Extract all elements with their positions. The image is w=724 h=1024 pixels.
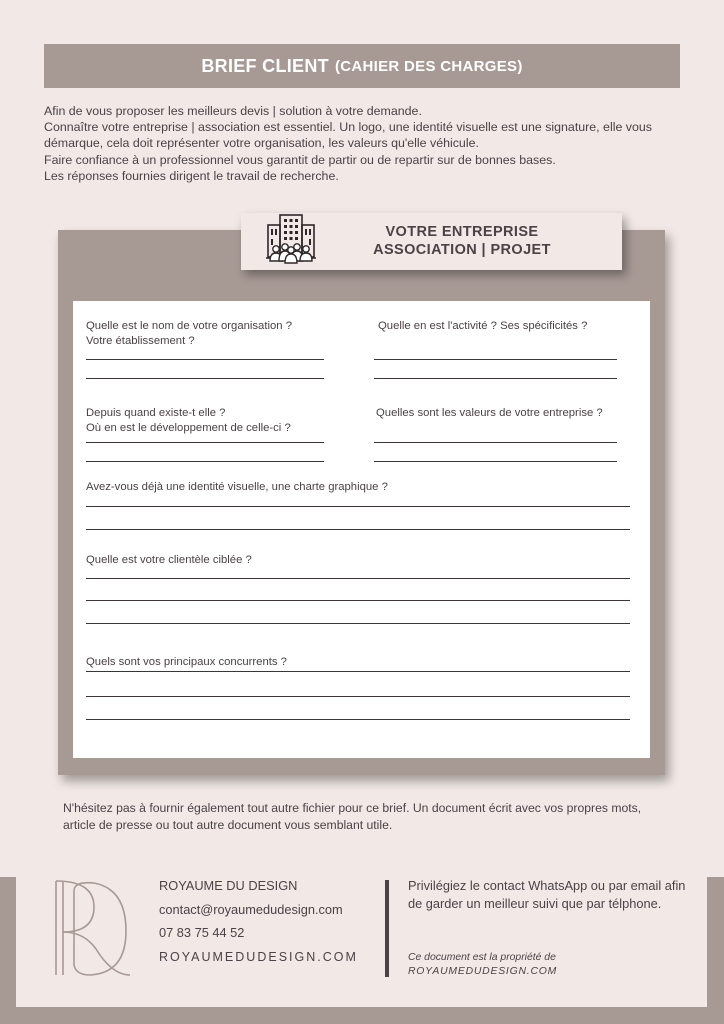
- answer-line[interactable]: [86, 578, 630, 579]
- intro-paragraph: Faire confiance à un professionnel vous garantit de partir ou de repartir sur de bonnes bases.: [44, 152, 556, 167]
- question-text: Depuis quand existe-t elle ?: [86, 407, 226, 419]
- answer-line[interactable]: [86, 529, 630, 530]
- answer-line[interactable]: [86, 378, 324, 379]
- footer-bottom-bar: [0, 1007, 724, 1024]
- answer-line[interactable]: [86, 696, 630, 697]
- intro-text: [44, 103, 694, 184]
- header-bar: [44, 44, 680, 88]
- section-title-line: ASSOCIATION | PROJET: [373, 242, 551, 258]
- property-line: Ce document est la propriété de: [408, 952, 556, 963]
- company-name: ROYAUME DU DESIGN: [159, 878, 298, 893]
- answer-line[interactable]: [86, 623, 630, 624]
- question-competitors: Quels sont vos principaux concurrents ?: [86, 656, 287, 668]
- question-text: Où en est le développement de celle-ci ?: [86, 422, 291, 434]
- question-since-when: [86, 406, 346, 436]
- contact-email[interactable]: contact@royaumedudesign.com: [159, 901, 343, 917]
- footer-left-bar: [0, 877, 16, 1017]
- intro-paragraph: Les réponses fournies dirigent le travail de recherche.: [44, 168, 339, 183]
- question-text: Votre établissement ?: [86, 335, 195, 347]
- question-text: Quelle est le nom de votre organisation ?: [86, 320, 292, 332]
- property-notice: [408, 951, 698, 979]
- answer-line[interactable]: [374, 461, 617, 462]
- intro-paragraph: Afin de vous proposer les meilleurs devis | solution à votre demande.: [44, 104, 422, 118]
- question-visual-identity: Avez-vous déjà une identité visuelle, une charte graphique ?: [86, 481, 388, 493]
- answer-line[interactable]: [86, 719, 630, 720]
- intro-paragraph: Connaître votre entreprise | association est essentiel. Un logo, une identité visuelle est une signature, elle vous démarque, cela doit représenter votre organisation, les valeurs qu'elle véhicule.: [44, 120, 652, 151]
- footer-note: N'hésitez pas à fournir également tout autre fichier pour ce brief. Un document écrit avec vos propres mots, article de presse ou tout autre document vous semblant utile.: [63, 801, 642, 832]
- answer-line[interactable]: [86, 442, 324, 443]
- question-values: Quelles sont les valeurs de votre entreprise ?: [376, 407, 603, 419]
- question-activity: Quelle en est l'activité ? Ses spécificités ?: [378, 320, 588, 332]
- footer-right-bar: [707, 877, 724, 1017]
- rd-monogram-logo: [50, 877, 134, 987]
- whatsapp-note: Privilégiez le contact WhatsApp ou par email afin de garder un meilleur suivi que par télphone.: [408, 878, 686, 911]
- answer-line[interactable]: [86, 600, 630, 601]
- questionnaire-form: [73, 301, 650, 758]
- contact-block: [159, 877, 379, 971]
- section-title-card: [241, 213, 622, 270]
- answer-line[interactable]: [86, 506, 630, 507]
- answer-line[interactable]: [374, 359, 617, 360]
- section-title-line: VOTRE ENTREPRISE: [385, 224, 539, 240]
- answer-line[interactable]: [374, 442, 617, 443]
- footer-divider: [385, 880, 389, 977]
- document-subtitle: (CAHIER DES CHARGES): [334, 57, 523, 75]
- office-building-people-icon: [265, 211, 317, 265]
- answer-line[interactable]: [86, 359, 324, 360]
- contact-website[interactable]: ROYAUMEDUDESIGN.COM: [159, 949, 358, 964]
- section-title: [364, 223, 560, 259]
- question-organisation-name: [86, 319, 346, 349]
- answer-line[interactable]: [86, 671, 630, 672]
- question-target-clients: Quelle est votre clientèle ciblée ?: [86, 554, 252, 566]
- contact-phone[interactable]: 07 83 75 44 52: [159, 925, 245, 940]
- document-title: BRIEF CLIENT: [201, 55, 329, 76]
- answer-line[interactable]: [86, 461, 324, 462]
- property-website: ROYAUMEDUDESIGN.COM: [408, 966, 558, 977]
- answer-line[interactable]: [374, 378, 617, 379]
